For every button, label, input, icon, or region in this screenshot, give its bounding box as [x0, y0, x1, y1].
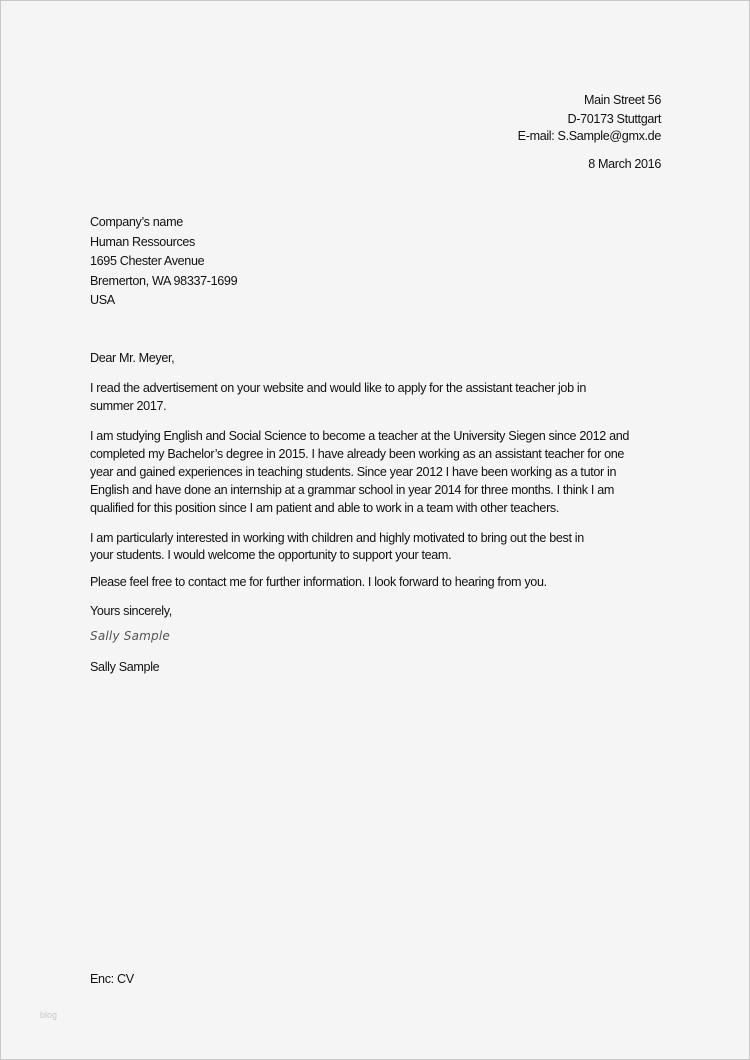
- paragraph-line: completed my Bachelor’s degree in 2015. I have already been working as an assistant teacher for one: [90, 447, 625, 461]
- letter-date: 8 March 2016: [588, 157, 661, 171]
- recipient-line: USA: [90, 293, 115, 307]
- paragraph-line: summer 2017.: [90, 399, 167, 413]
- paragraph-line: English and have done an internship at a grammar school in year 2014 for three months. I think I am: [90, 483, 614, 497]
- handwritten-signature: Sally Sample: [90, 629, 170, 643]
- watermark: blog: [40, 1010, 58, 1020]
- recipient-line: 1695 Chester Avenue: [90, 254, 205, 268]
- paragraph-line: Please feel free to contact me for further information. I look forward to hearing from you.: [90, 575, 547, 589]
- salutation: Dear Mr. Meyer,: [90, 351, 175, 365]
- sender-street: Main Street 56: [583, 93, 661, 107]
- signer-name: Sally Sample: [90, 660, 160, 674]
- paragraph-line: I am particularly interested in working with children and highly motivated to bring out the best in: [90, 531, 584, 545]
- recipient-line: Bremerton, WA 98337-1699: [90, 274, 238, 288]
- enclosure: Enc: CV: [90, 972, 134, 986]
- recipient-line: Company’s name: [90, 215, 183, 229]
- sender-email: E-mail: S.Sample@gmx.de: [517, 129, 661, 143]
- paragraph-line: your students. I would welcome the opportunity to support your team.: [90, 548, 452, 562]
- paragraph-line: I read the advertisement on your website and would like to apply for the assistant teacher job in: [90, 381, 586, 395]
- paragraph-line: I am studying English and Social Science to become a teacher at the University Siegen since 2012 and: [90, 429, 630, 443]
- closing: Yours sincerely,: [90, 604, 172, 618]
- sender-city: D-70173 Stuttgart: [567, 112, 661, 126]
- paragraph-line: year and gained experiences in teaching students. Since year 2012 I have been working as a tutor in: [90, 465, 617, 479]
- recipient-line: Human Ressources: [90, 235, 195, 249]
- paragraph-line: qualified for this position since I am patient and able to work in a team with other teachers.: [90, 501, 560, 515]
